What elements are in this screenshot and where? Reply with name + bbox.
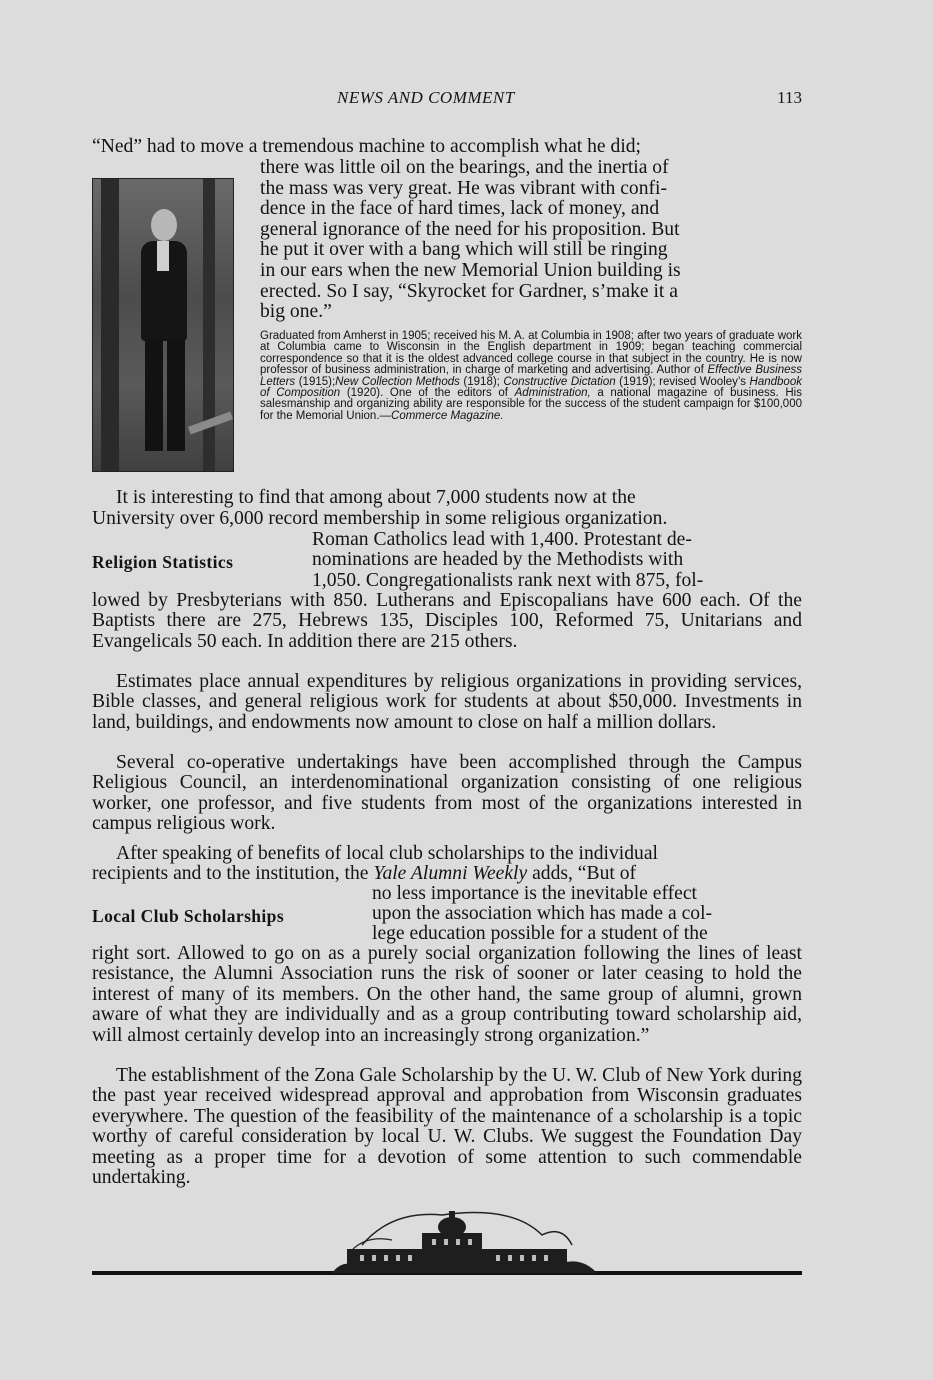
religion-paragraph-3: Several co-operative undertakings have been accomplished through the Campus Religious Council, an interdenominational organization consisting of one religious worker, one professor, and five students from most of the organizations interested in campus religious work. (92, 752, 802, 835)
building-ornament-icon (92, 1205, 802, 1285)
religion-line-2: University over 6,000 record membership in some religious organization. (92, 508, 668, 529)
club-right-1: no less importance is the inevitable effect (372, 883, 697, 904)
portrait-caption: Graduated from Amherst in 1905; received his M. A. at Columbia in 1908; after two years of graduate work at Columbia came to Wisconsin in the English department in 1909; began teaching commercial correspondence so that it is the oldest advanced college course in that subject in the country. He is now professor of business administration, in charge of marketing and advertising. Author of Effective Business Letters (1915);New Collection Methods (1918); Constructive Dictation (1919); revised Wooley’s Handbook of Composition (1920). One of the editors of Administration, a national magazine of business. His salesmanship and organizing ability are responsible for the success of the student campaign for $100,000 for the Memorial Union.—Commerce Magazine. (260, 330, 802, 422)
club-paragraph-2: The establishment of the Zona Gale Scholarship by the U. W. Club of New York during the past year received widespread approval and approbation from Wisconsin graduates everywhere. The question of the feasibility of the maintenance of a scholarship is a topic worthy of careful consideration by local U. W. Clubs. We suggest the Foundation Day meeting as a proper time for a devotion of some attention to such commendable undertaking. (92, 1065, 802, 1189)
religion-right-1: Roman Catholics lead with 1,400. Protestant de- (312, 529, 692, 550)
religion-right-3: 1,050. Congregationalists rank next with 875, fol- (312, 570, 704, 591)
ned-line: in our ears when the new Memorial Union building is (260, 259, 681, 281)
club-line-1: After speaking of benefits of local club scholarships to the individual (116, 843, 658, 864)
religion-line-1: It is interesting to find that among about 7,000 students now at the (116, 487, 636, 508)
ned-first-line: “Ned” had to move a tremendous machine to accomplish what he did; (92, 136, 641, 157)
club-line-2: recipients and to the institution, the Yale Alumni Weekly adds, “But of (92, 863, 637, 884)
ned-line: dence in the face of hard times, lack of money, and (260, 198, 660, 220)
religion-right-2: nominations are headed by the Methodists with (312, 549, 684, 570)
running-head: NEWS AND COMMENT (337, 88, 515, 107)
ned-line: the mass was very great. He was vibrant with confi- (260, 177, 667, 199)
religion-paragraph-2: Estimates place annual expenditures by religious organizations in providing services, Bible classes, and general religious work for students at about $50,000. Investments in land, buildings, and endowments now amount to close on half a million dollars. (92, 671, 802, 733)
religion-rest: lowed by Presbyterians with 850. Lutherans and Episcopalians have 600 each. Of the Baptists there are 275, Hebrews 135, Disciples 100, Reformed 75, Unitarians and Evangelicals 50 each. In addition there are 215 others. (92, 590, 802, 652)
club-side-head: Local Club Scholarships (92, 906, 285, 926)
ned-line: he put it over with a bang which will still be ringing (260, 239, 668, 261)
ned-line: there was little oil on the bearings, and the inertia of (260, 157, 669, 178)
club-right-2: upon the association which has made a col- (372, 903, 713, 924)
ned-paragraph (260, 158, 802, 323)
page-header (92, 88, 802, 112)
ned-line: erected. So I say, “Skyrocket for Gardner, s’make it a (260, 280, 678, 302)
religion-side-head: Religion Statistics (92, 552, 234, 572)
ned-line: big one.” (260, 301, 332, 323)
ned-line: general ignorance of the need for his proposition. But (260, 218, 680, 240)
club-right-3: lege education possible for a student of the (372, 923, 708, 944)
club-rest: right sort. Allowed to go on as a purely social organization following the lines of least resistance, the Alumni Association runs the risk of sooner or later ceasing to hold the interest of many of its members. On the other hand, the same group of alumni, grown aware of what they are individually and as a group contributing toward scholarship aid, will almost certainly develop into an increasingly strong organization.” (92, 943, 802, 1046)
portrait-photo (92, 178, 234, 472)
page-number: 113 (777, 88, 802, 107)
